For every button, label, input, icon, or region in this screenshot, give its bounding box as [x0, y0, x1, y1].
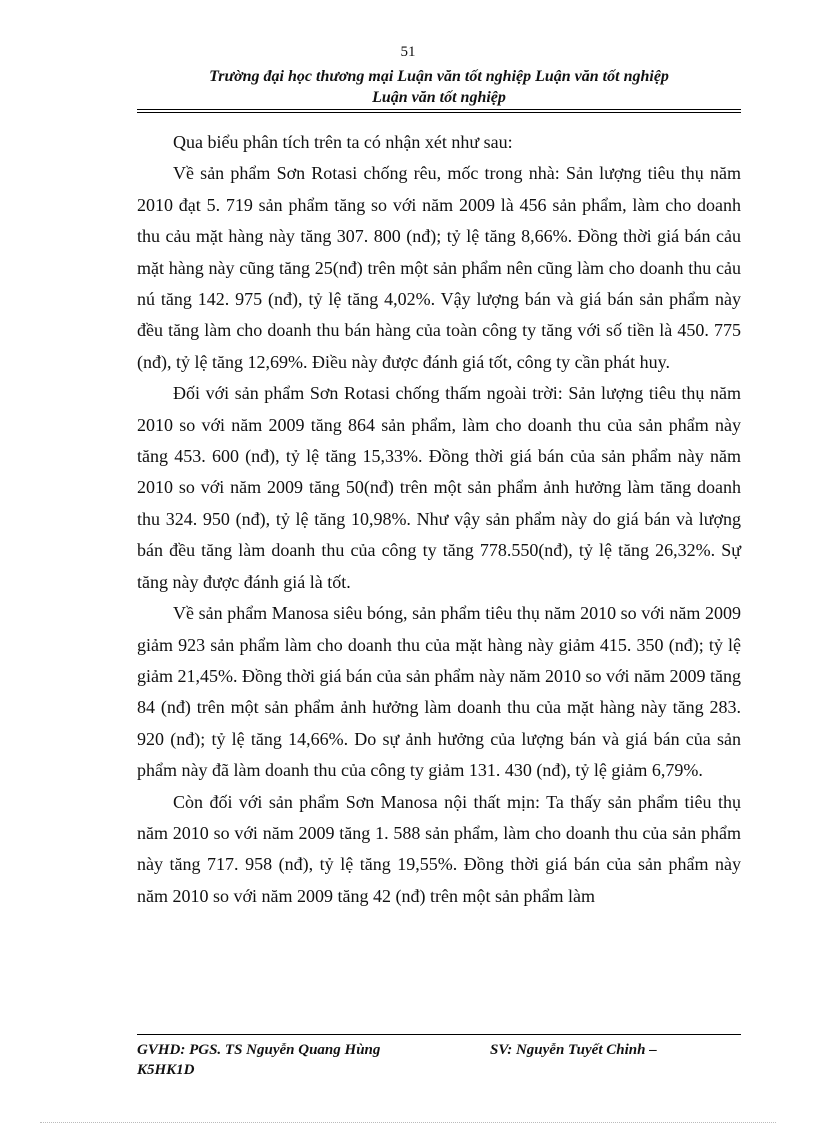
paragraph-intro: Qua biểu phân tích trên ta có nhận xét như sau:: [173, 132, 513, 152]
header-divider-secondary: [137, 112, 741, 113]
paragraph-rotasi-indoor: Về sản phẩm Sơn Rotasi chống rêu, mốc trong nhà: Sản lượng tiêu thụ năm 2010 đạt 5. 719 sản phẩm tăng so với năm 2009 là 456 sản phẩm, làm cho doanh thu cảu mặt hàng này tăng 307. 800 (nđ); tỷ lệ tăng 8,66%. Đồng thời giá bán cảu mặt hàng này cũng tăng 25(nđ) trên một sản phẩm nên cũng làm cho doanh thu cảu nú tăng 142. 975 (nđ), tỷ lệ tăng 4,02%. Vậy lượng bán và giá bán sản phẩm này đều tăng làm cho doanh thu bán hàng của toàn công ty tăng với số tiền là 450. 775 (nđ), tỷ lệ tăng 12,69%. Điều này được đánh giá tốt, công ty cần phát huy.: [137, 163, 741, 372]
header-line-1: Trường đại học thương mại Luận văn tốt nghiệp Luận văn tốt nghiệp: [209, 68, 669, 85]
page-number: 51: [400, 44, 416, 60]
footer-supervisor: GVHD: PGS. TS Nguyễn Quang Hùng: [137, 1042, 381, 1058]
header-line-2: Luận văn tốt nghiệp: [372, 89, 506, 106]
paragraph-manosa-gloss: Về sản phẩm Manosa siêu bóng, sản phẩm tiêu thụ năm 2010 so với năm 2009 giảm 923 sản phẩm làm cho doanh thu của mặt hàng này giảm 415. 350 (nđ); tỷ lệ giảm 21,45%. Đồng thời giá bán của sản phẩm này năm 2010 so với năm 2009 tăng 84 (nđ) trên một sản phẩm ảnh hưởng làm doanh thu của mặt hàng này tăng 283. 920 (nđ); tỷ lệ tăng 14,66%. Do sự ảnh hưởng của lượng bán và giá bán của sản phẩm này đã làm doanh thu của công ty giảm 131. 430 (nđ), tỷ lệ giảm 6,79%.: [137, 603, 741, 781]
paragraph-rotasi-outdoor: Đối với sản phẩm Sơn Rotasi chống thấm ngoài trời: Sản lượng tiêu thụ năm 2010 so với năm 2009 tăng 864 sản phẩm, làm cho doanh thu của sản phẩm này tăng 453. 600 (nđ), tỷ lệ tăng 15,33%. Đồng thời giá bán của sản phẩm này năm 2010 so với năm 2009 tăng 50(nđ) trên một sản phẩm ảnh hưởng làm tăng doanh thu 324. 950 (nđ), tỷ lệ tăng 10,98%. Như vậy sản phẩm này do giá bán và lượng bán đều tăng làm doanh thu của công ty tăng 778.550(nđ), tỷ lệ tăng 26,32%. Sự tăng này được đánh giá là tốt.: [137, 383, 741, 592]
body-text: [137, 127, 741, 912]
footer-divider: [137, 1034, 741, 1035]
footer-class-code: K5HK1D: [137, 1062, 195, 1078]
header-divider: [137, 109, 741, 110]
paragraph-manosa-interior: Còn đối với sản phẩm Sơn Manosa nội thất mịn: Ta thấy sản phẩm tiêu thụ năm 2010 so với năm 2009 tăng 1. 588 sản phẩm, làm cho doanh thu của sản phẩm này tăng 717. 958 (nđ), tỷ lệ tăng 19,55%. Đồng thời giá bán của sản phẩm này năm 2010 so với năm 2009 tăng 42 (nđ) trên một sản phẩm làm: [137, 791, 741, 906]
running-header: [137, 66, 741, 108]
footer-student: SV: Nguyễn Tuyết Chinh –: [490, 1042, 657, 1058]
